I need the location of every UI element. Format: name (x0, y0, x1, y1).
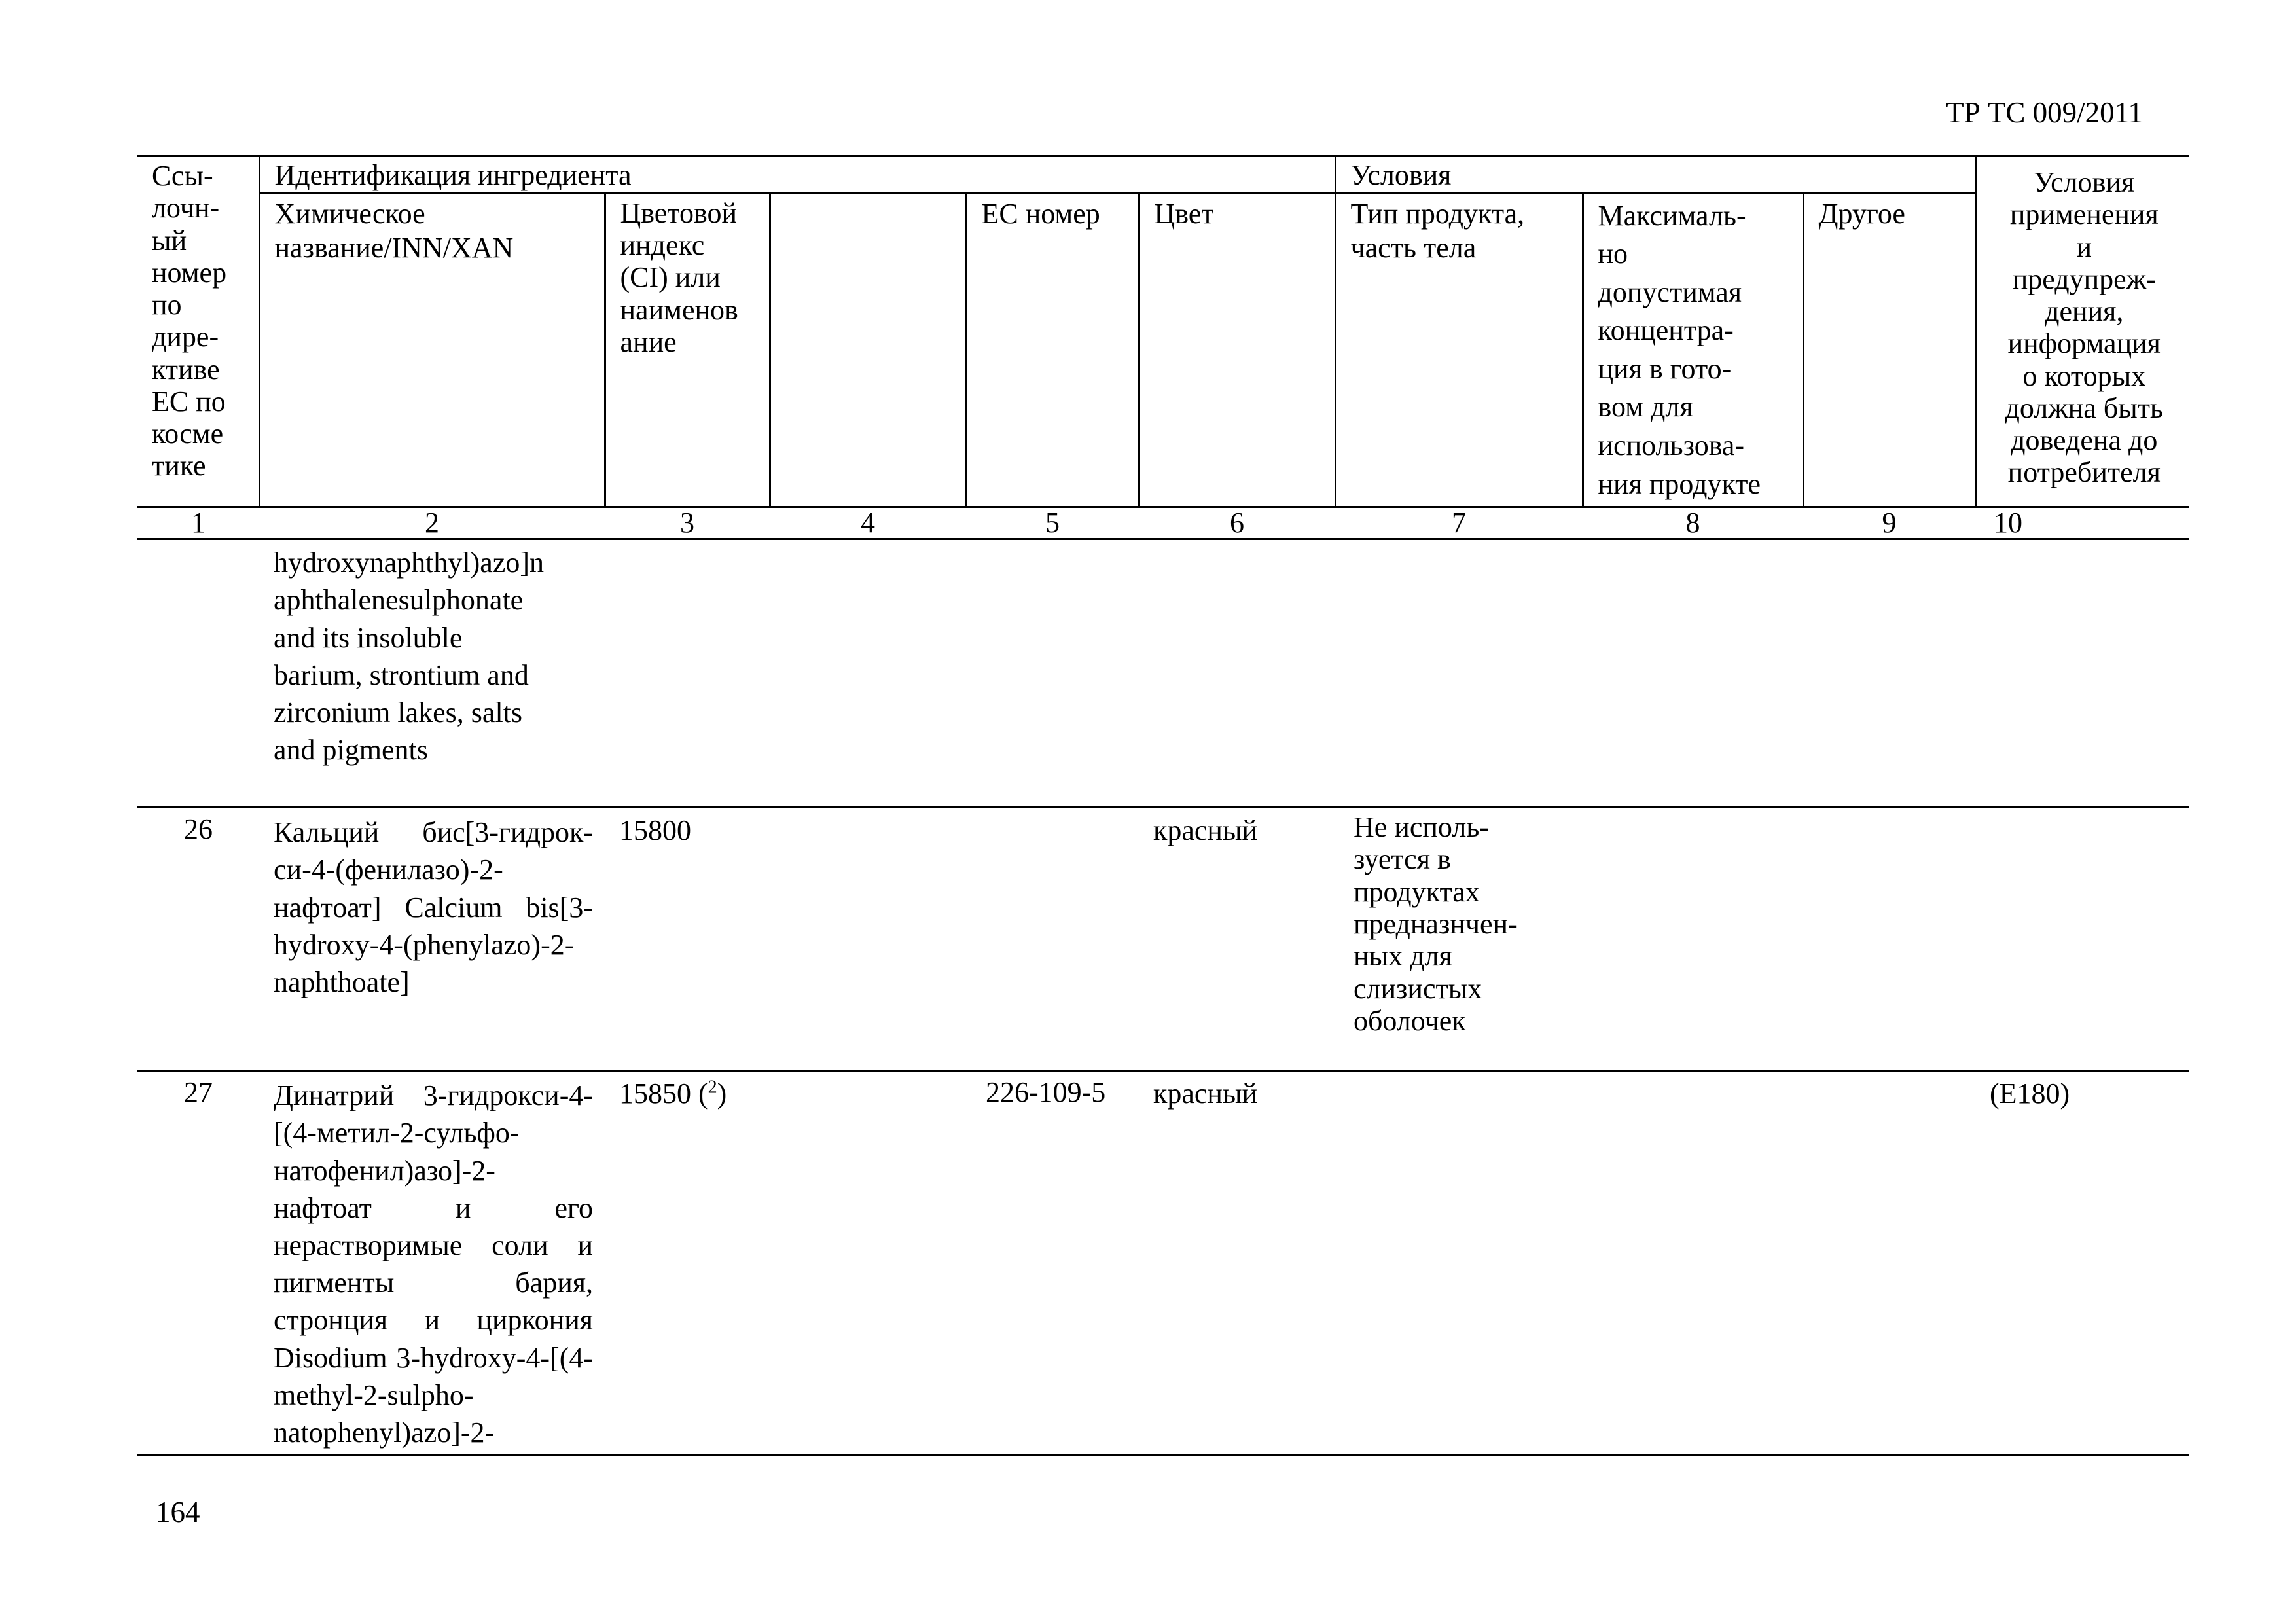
col-number-7: 7 (1335, 507, 1583, 539)
col-other-header: Другое (1803, 193, 1975, 507)
row-warnings (1975, 539, 2189, 808)
col-number-8: 8 (1583, 507, 1803, 539)
row-product-type (1335, 1071, 1583, 1455)
row-chemical-name: Кальций бис[3-гидрок-си-4-(фенилазо)-2-нафтоат] Calcium bis[3-hydroxy-4-(phenylazo)-2-naphthoate] (259, 808, 605, 1071)
row-product-type (1335, 539, 1583, 808)
footnote-ref: 2 (708, 1077, 717, 1098)
row-ref: 27 (137, 1071, 259, 1455)
table-row (137, 1071, 2189, 1455)
row-ec-number: 226-109-5 (966, 1071, 1139, 1455)
row-other (1803, 1071, 1975, 1455)
row-product-type: Не исполь- зуется в продуктах предназнчен- ных для слизистых оболочек (1335, 808, 1583, 1071)
ingredients-table (137, 155, 2189, 1456)
document-header: ТР ТС 009/2011 (1946, 96, 2143, 129)
col-number-5: 5 (966, 507, 1139, 539)
row-colour: красный (1139, 1071, 1335, 1455)
col-number-3: 3 (605, 507, 770, 539)
row-colour (1139, 539, 1335, 808)
col-color-index-header: Цветовой индекс (CI) или наименов ание (605, 193, 770, 507)
row-other (1803, 808, 1975, 1071)
row-warnings: (E180) (1975, 1071, 2189, 1455)
col-number-4: 4 (770, 507, 966, 539)
color-index-close: ) (717, 1077, 727, 1110)
row-col4 (770, 539, 966, 808)
row-other (1803, 539, 1975, 808)
row-ec-number (966, 808, 1139, 1071)
col-ref-header: Ссы- лочн- ый номер по дире- ктиве ЕС по косме тике (137, 156, 259, 507)
row-warnings (1975, 808, 2189, 1071)
group-conditions-header: Условия (1335, 156, 1975, 194)
row-chemical-name: hydroxynaphthyl)azo]n aphthalenesulphonate and its insoluble barium, strontium and zirconium lakes, salts and pigments (259, 539, 605, 808)
col-colour-header: Цвет (1139, 193, 1335, 507)
row-col4 (770, 808, 966, 1071)
col-warnings-header: Условия применения и предупреж- дения, информация о которых должна быть доведена до потребителя (1975, 156, 2189, 507)
col-product-type-header: Тип продукта, часть тела (1335, 193, 1583, 507)
col-number-2: 2 (259, 507, 605, 539)
row-color-index (605, 1071, 770, 1455)
col-max-concentration-header: Максималь- но допустимая концентра- ция в гото- вом для использова- ния продукте (1583, 193, 1803, 507)
row-max-concentration (1583, 808, 1803, 1071)
row-color-index (605, 539, 770, 808)
row-max-concentration (1583, 1071, 1803, 1455)
row-ec-number (966, 539, 1139, 808)
color-index-value: 15850 ( (619, 1077, 708, 1110)
row-ref: 26 (137, 808, 259, 1071)
col-number-9: 9 (1803, 507, 1975, 539)
table-row (137, 539, 2189, 808)
row-color-index: 15800 (605, 808, 770, 1071)
col-ec-number-header: ЕС номер (966, 193, 1139, 507)
row-max-concentration (1583, 539, 1803, 808)
row-colour: красный (1139, 808, 1335, 1071)
col-number-10: 10 (1975, 507, 2189, 539)
col-number-6: 6 (1139, 507, 1335, 539)
col-chemical-name-header: Химическое название/INN/XAN (259, 193, 605, 507)
row-chemical-name: Динатрий 3-гидрокси-4-[(4-метил-2-сульфо-натофенил)азо]-2-нафтоат и его нерастворимые соли и пигменты бария, стронция и циркония Disodium 3-hydroxy-4-[(4-methyl-2-sulpho-natophenyl)azo]-2- (259, 1071, 605, 1455)
row-col4 (770, 1071, 966, 1455)
col-4-header (770, 193, 966, 507)
group-identification-header: Идентификация ингредиента (259, 156, 1335, 194)
col-number-1: 1 (137, 507, 259, 539)
table-row (137, 808, 2189, 1071)
page-number: 164 (156, 1496, 200, 1528)
row-ref (137, 539, 259, 808)
